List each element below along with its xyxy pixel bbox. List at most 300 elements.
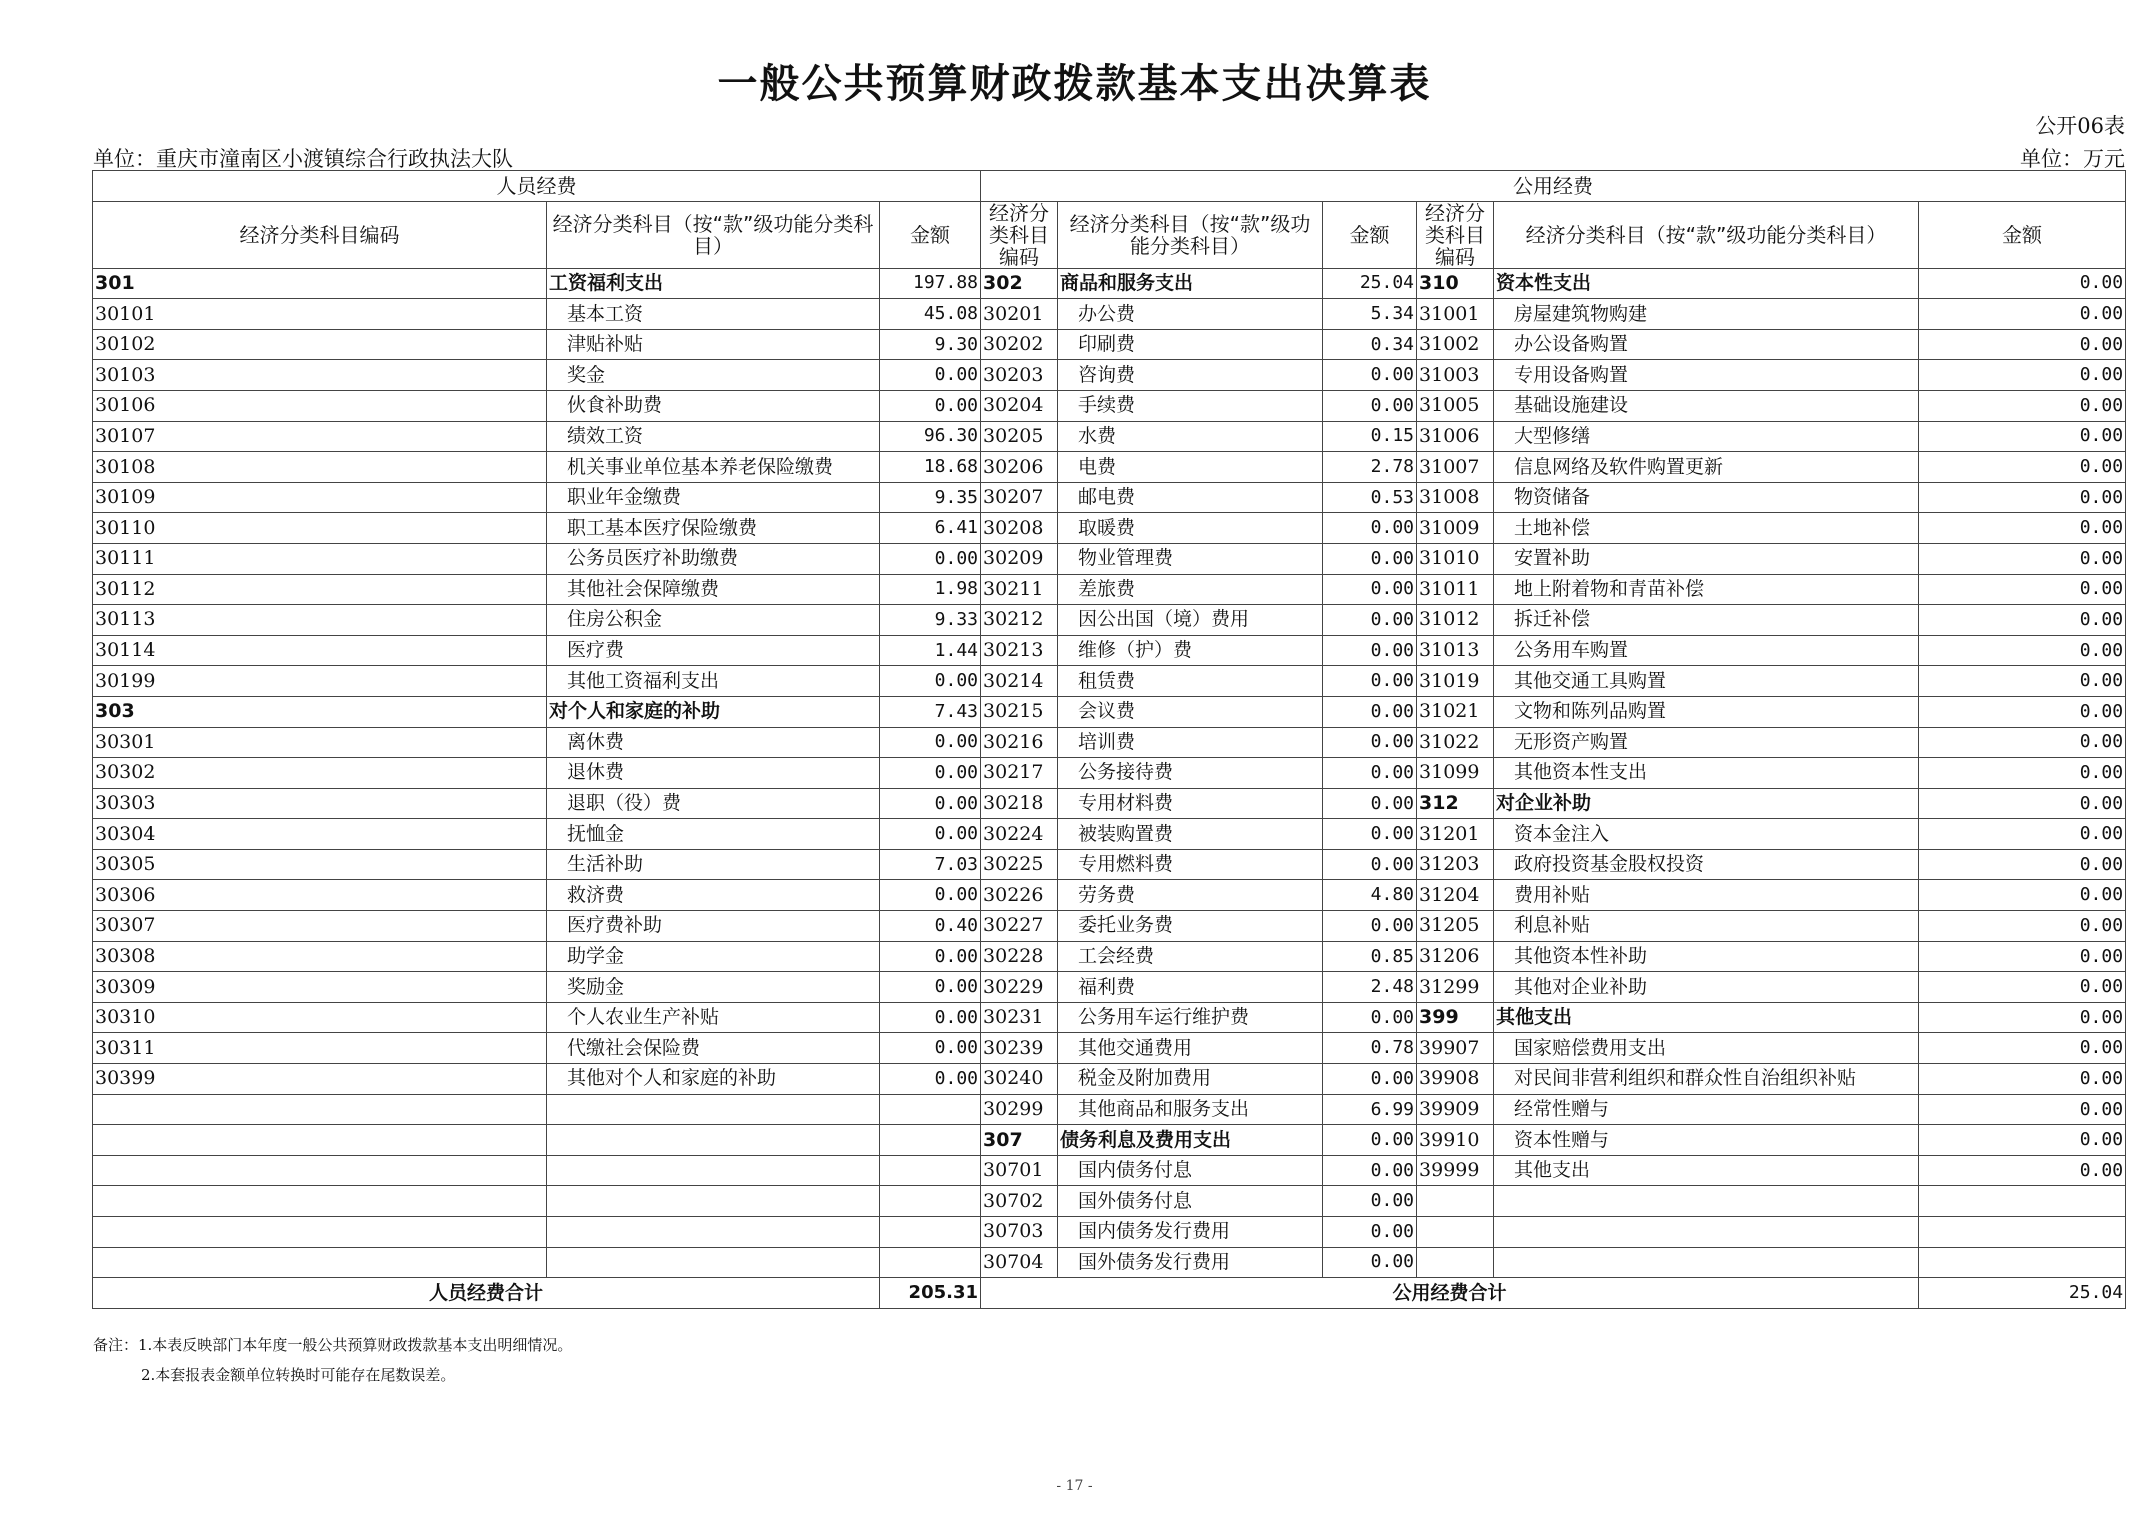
table-row xyxy=(93,1217,2126,1248)
capital-name-cell: 资本金注入 xyxy=(1494,819,1919,850)
personnel-code-cell: 30114 xyxy=(93,635,547,666)
personnel-name-cell: 医疗费 xyxy=(547,635,880,666)
capital-amount-cell xyxy=(1919,1247,2126,1278)
personnel-code-cell: 30102 xyxy=(93,329,547,360)
goods-code-cell: 30702 xyxy=(981,1186,1058,1217)
goods-name-cell: 取暖费 xyxy=(1058,513,1323,544)
capital-amount-cell: 0.00 xyxy=(1919,1094,2126,1125)
capital-code-cell: 31012 xyxy=(1417,605,1494,636)
table-row xyxy=(93,390,2126,421)
capital-amount-cell: 0.00 xyxy=(1919,880,2126,911)
personnel-code-cell xyxy=(93,1247,547,1278)
goods-name-cell: 税金及附加费用 xyxy=(1058,1064,1323,1095)
goods-name-cell: 国外债务发行费用 xyxy=(1058,1247,1323,1278)
capital-code-cell: 39909 xyxy=(1417,1094,1494,1125)
personnel-code-cell: 30304 xyxy=(93,819,547,850)
goods-name-cell: 咨询费 xyxy=(1058,360,1323,391)
personnel-amount-cell: 0.00 xyxy=(880,1002,981,1033)
capital-code-cell: 310 xyxy=(1417,268,1494,299)
table-row xyxy=(93,1247,2126,1278)
table-row xyxy=(93,1033,2126,1064)
personnel-amount-cell: 0.00 xyxy=(880,941,981,972)
capital-amount-cell: 0.00 xyxy=(1919,574,2126,605)
capital-code-cell: 31201 xyxy=(1417,819,1494,850)
goods-name-cell: 公务用车运行维护费 xyxy=(1058,1002,1323,1033)
goods-code-cell: 30215 xyxy=(981,696,1058,727)
personnel-code-cell: 30307 xyxy=(93,911,547,942)
personnel-amount-cell xyxy=(880,1155,981,1186)
personnel-name-cell: 离休费 xyxy=(547,727,880,758)
personnel-code-cell: 30399 xyxy=(93,1064,547,1095)
capital-amount-cell: 0.00 xyxy=(1919,911,2126,942)
personnel-code-cell: 30306 xyxy=(93,880,547,911)
personnel-code-cell xyxy=(93,1125,547,1156)
goods-amount-cell: 0.78 xyxy=(1323,1033,1417,1064)
goods-amount-cell: 0.00 xyxy=(1323,1155,1417,1186)
capital-code-cell: 31013 xyxy=(1417,635,1494,666)
goods-amount-cell: 0.15 xyxy=(1323,421,1417,452)
capital-code-cell: 31001 xyxy=(1417,299,1494,330)
capital-name-cell xyxy=(1494,1186,1919,1217)
personnel-name-cell xyxy=(547,1186,880,1217)
goods-code-cell: 30224 xyxy=(981,819,1058,850)
personnel-name-cell: 退职（役）费 xyxy=(547,788,880,819)
goods-name-cell: 委托业务费 xyxy=(1058,911,1323,942)
goods-code-cell: 30211 xyxy=(981,574,1058,605)
personnel-amount-cell: 9.33 xyxy=(880,605,981,636)
personnel-amount-cell: 45.08 xyxy=(880,299,981,330)
public-group-header: 公用经费 xyxy=(981,171,2126,202)
goods-amount-cell: 0.00 xyxy=(1323,819,1417,850)
capital-code-cell: 31019 xyxy=(1417,666,1494,697)
capital-name-cell: 其他交通工具购置 xyxy=(1494,666,1919,697)
personnel-code-cell: 30110 xyxy=(93,513,547,544)
capital-amount-cell: 0.00 xyxy=(1919,727,2126,758)
personnel-name-cell: 代缴社会保险费 xyxy=(547,1033,880,1064)
goods-code-cell: 30240 xyxy=(981,1064,1058,1095)
goods-name-cell: 办公费 xyxy=(1058,299,1323,330)
personnel-name-cell: 其他社会保障缴费 xyxy=(547,574,880,605)
table-row xyxy=(93,268,2126,299)
goods-name-cell: 专用材料费 xyxy=(1058,788,1323,819)
capital-amount-cell: 0.00 xyxy=(1919,1002,2126,1033)
capital-code-cell: 31099 xyxy=(1417,758,1494,789)
personnel-total-value: 205.31 xyxy=(880,1278,981,1309)
goods-code-cell: 30214 xyxy=(981,666,1058,697)
personnel-name-cell: 奖励金 xyxy=(547,972,880,1003)
capital-code-cell: 31203 xyxy=(1417,849,1494,880)
goods-code-cell: 30231 xyxy=(981,1002,1058,1033)
goods-code-cell: 302 xyxy=(981,268,1058,299)
personnel-name-cell: 生活补助 xyxy=(547,849,880,880)
capital-name-cell xyxy=(1494,1217,1919,1248)
goods-name-cell: 差旅费 xyxy=(1058,574,1323,605)
capital-code-cell: 31204 xyxy=(1417,880,1494,911)
public-total-value: 25.04 xyxy=(1919,1278,2126,1309)
table-row xyxy=(93,574,2126,605)
capital-code-cell: 31009 xyxy=(1417,513,1494,544)
goods-code-cell: 30229 xyxy=(981,972,1058,1003)
goods-name-cell: 国内债务付息 xyxy=(1058,1155,1323,1186)
goods-amount-cell: 0.00 xyxy=(1323,849,1417,880)
personnel-amount-cell: 9.35 xyxy=(880,482,981,513)
personnel-code-cell xyxy=(93,1217,547,1248)
goods-name-cell: 工会经费 xyxy=(1058,941,1323,972)
goods-amount-cell: 0.00 xyxy=(1323,360,1417,391)
table-row xyxy=(93,880,2126,911)
capital-name-cell: 地上附着物和青苗补偿 xyxy=(1494,574,1919,605)
goods-amount-cell: 0.00 xyxy=(1323,727,1417,758)
goods-code-cell: 30218 xyxy=(981,788,1058,819)
capital-name-cell: 政府投资基金股权投资 xyxy=(1494,849,1919,880)
personnel-code-cell: 301 xyxy=(93,268,547,299)
table-row xyxy=(93,605,2126,636)
goods-code-cell: 30205 xyxy=(981,421,1058,452)
capital-amount-cell: 0.00 xyxy=(1919,696,2126,727)
capital-name-cell: 资本性赠与 xyxy=(1494,1125,1919,1156)
capital-amount-cell: 0.00 xyxy=(1919,299,2126,330)
goods-amount-cell: 0.00 xyxy=(1323,1186,1417,1217)
goods-amount-cell: 25.04 xyxy=(1323,268,1417,299)
goods-code-cell: 30207 xyxy=(981,482,1058,513)
capital-amount-cell: 0.00 xyxy=(1919,1125,2126,1156)
personnel-amount-cell: 6.41 xyxy=(880,513,981,544)
table-row xyxy=(93,696,2126,727)
goods-name-cell: 印刷费 xyxy=(1058,329,1323,360)
capital-code-cell xyxy=(1417,1247,1494,1278)
goods-name-cell: 会议费 xyxy=(1058,696,1323,727)
goods-name-cell: 被装购置费 xyxy=(1058,819,1323,850)
goods-name-cell: 电费 xyxy=(1058,452,1323,483)
personnel-name-cell xyxy=(547,1125,880,1156)
personnel-amount-cell: 0.00 xyxy=(880,880,981,911)
expenditure-table xyxy=(92,170,2126,1309)
personnel-code-cell: 30101 xyxy=(93,299,547,330)
capital-code-cell: 31299 xyxy=(1417,972,1494,1003)
goods-code-cell: 30217 xyxy=(981,758,1058,789)
personnel-code-cell: 30301 xyxy=(93,727,547,758)
goods-amount-cell: 0.00 xyxy=(1323,1125,1417,1156)
capital-name-cell: 对民间非营利组织和群众性自治组织补贴 xyxy=(1494,1064,1919,1095)
goods-amount-cell: 6.99 xyxy=(1323,1094,1417,1125)
public-total-label: 公用经费合计 xyxy=(981,1278,1919,1309)
goods-code-cell: 30208 xyxy=(981,513,1058,544)
table-row xyxy=(93,513,2126,544)
capital-name-cell: 办公设备购置 xyxy=(1494,329,1919,360)
page-title: 一般公共预算财政拨款基本支出决算表 xyxy=(717,61,1432,107)
table-row xyxy=(93,1125,2126,1156)
goods-amount-cell: 0.00 xyxy=(1323,390,1417,421)
table-row xyxy=(93,329,2126,360)
personnel-amount-cell: 18.68 xyxy=(880,452,981,483)
personnel-amount-cell xyxy=(880,1125,981,1156)
capital-name-cell: 土地补偿 xyxy=(1494,513,1919,544)
capital-name-cell: 安置补助 xyxy=(1494,543,1919,574)
capital-amount-cell: 0.00 xyxy=(1919,329,2126,360)
personnel-amount-cell: 9.30 xyxy=(880,329,981,360)
capital-amount-cell: 0.00 xyxy=(1919,482,2126,513)
goods-code-cell: 30213 xyxy=(981,635,1058,666)
capital-code-cell xyxy=(1417,1217,1494,1248)
goods-amount-cell: 0.00 xyxy=(1323,605,1417,636)
goods-name-cell: 维修（护）费 xyxy=(1058,635,1323,666)
personnel-name-cell: 职业年金缴费 xyxy=(547,482,880,513)
goods-name-cell: 因公出国（境）费用 xyxy=(1058,605,1323,636)
personnel-code-cell: 30199 xyxy=(93,666,547,697)
goods-amount-cell: 0.00 xyxy=(1323,911,1417,942)
table-row xyxy=(93,299,2126,330)
personnel-amount-cell xyxy=(880,1186,981,1217)
personnel-amount-cell: 7.43 xyxy=(880,696,981,727)
capital-amount-cell: 0.00 xyxy=(1919,1033,2126,1064)
personnel-name-cell xyxy=(547,1217,880,1248)
personnel-code-cell xyxy=(93,1155,547,1186)
personnel-amount-cell: 0.00 xyxy=(880,727,981,758)
capital-amount-cell: 0.00 xyxy=(1919,758,2126,789)
col-amount-header: 金额 xyxy=(880,201,981,268)
personnel-amount-cell: 0.00 xyxy=(880,1064,981,1095)
goods-amount-cell: 2.78 xyxy=(1323,452,1417,483)
table-row xyxy=(93,727,2126,758)
personnel-amount-cell xyxy=(880,1217,981,1248)
goods-name-cell: 债务利息及费用支出 xyxy=(1058,1125,1323,1156)
capital-name-cell: 无形资产购置 xyxy=(1494,727,1919,758)
capital-name-cell: 公务用车购置 xyxy=(1494,635,1919,666)
goods-name-cell: 租赁费 xyxy=(1058,666,1323,697)
goods-amount-cell: 0.00 xyxy=(1323,758,1417,789)
capital-amount-cell: 0.00 xyxy=(1919,849,2126,880)
personnel-code-cell: 30109 xyxy=(93,482,547,513)
personnel-name-cell: 机关事业单位基本养老保险缴费 xyxy=(547,452,880,483)
capital-name-cell: 利息补贴 xyxy=(1494,911,1919,942)
capital-amount-cell: 0.00 xyxy=(1919,1064,2126,1095)
personnel-name-cell: 奖金 xyxy=(547,360,880,391)
goods-code-cell: 30226 xyxy=(981,880,1058,911)
capital-amount-cell: 0.00 xyxy=(1919,543,2126,574)
personnel-amount-cell: 7.03 xyxy=(880,849,981,880)
capital-amount-cell: 0.00 xyxy=(1919,605,2126,636)
goods-code-cell: 307 xyxy=(981,1125,1058,1156)
personnel-name-cell: 其他工资福利支出 xyxy=(547,666,880,697)
capital-amount-cell: 0.00 xyxy=(1919,513,2126,544)
table-row xyxy=(93,849,2126,880)
personnel-code-cell: 30103 xyxy=(93,360,547,391)
capital-code-cell: 31002 xyxy=(1417,329,1494,360)
personnel-name-cell: 公务员医疗补助缴费 xyxy=(547,543,880,574)
table-row xyxy=(93,911,2126,942)
goods-code-cell: 30212 xyxy=(981,605,1058,636)
table-row xyxy=(93,666,2126,697)
capital-code-cell: 39999 xyxy=(1417,1155,1494,1186)
goods-amount-cell: 0.53 xyxy=(1323,482,1417,513)
personnel-name-cell: 抚恤金 xyxy=(547,819,880,850)
personnel-code-cell: 30106 xyxy=(93,390,547,421)
capital-code-cell: 39910 xyxy=(1417,1125,1494,1156)
capital-name-cell: 资本性支出 xyxy=(1494,268,1919,299)
capital-name-cell: 其他支出 xyxy=(1494,1002,1919,1033)
page-number: - 17 - xyxy=(1056,1478,1093,1494)
personnel-code-cell: 30311 xyxy=(93,1033,547,1064)
col-code-header: 经济分类科目编码 xyxy=(981,201,1058,268)
goods-amount-cell: 0.00 xyxy=(1323,543,1417,574)
personnel-code-cell: 30308 xyxy=(93,941,547,972)
goods-amount-cell: 0.34 xyxy=(1323,329,1417,360)
capital-amount-cell: 0.00 xyxy=(1919,635,2126,666)
capital-name-cell: 费用补贴 xyxy=(1494,880,1919,911)
table-row xyxy=(93,543,2126,574)
goods-code-cell: 30703 xyxy=(981,1217,1058,1248)
goods-name-cell: 手续费 xyxy=(1058,390,1323,421)
goods-name-cell: 商品和服务支出 xyxy=(1058,268,1323,299)
table-row xyxy=(93,1094,2126,1125)
goods-name-cell: 劳务费 xyxy=(1058,880,1323,911)
goods-name-cell: 水费 xyxy=(1058,421,1323,452)
capital-amount-cell: 0.00 xyxy=(1919,268,2126,299)
personnel-amount-cell: 0.00 xyxy=(880,543,981,574)
capital-amount-cell: 0.00 xyxy=(1919,941,2126,972)
personnel-name-cell: 助学金 xyxy=(547,941,880,972)
table-row xyxy=(93,482,2126,513)
goods-code-cell: 30216 xyxy=(981,727,1058,758)
personnel-amount-cell xyxy=(880,1247,981,1278)
personnel-code-cell xyxy=(93,1186,547,1217)
personnel-group-header: 人员经费 xyxy=(93,171,981,202)
table-body xyxy=(93,268,2126,1278)
capital-code-cell: 31206 xyxy=(1417,941,1494,972)
personnel-name-cell: 住房公积金 xyxy=(547,605,880,636)
goods-amount-cell: 4.80 xyxy=(1323,880,1417,911)
capital-amount-cell: 0.00 xyxy=(1919,666,2126,697)
goods-amount-cell: 0.00 xyxy=(1323,1217,1417,1248)
personnel-name-cell: 救济费 xyxy=(547,880,880,911)
notes xyxy=(93,1330,572,1390)
personnel-name-cell: 其他对个人和家庭的补助 xyxy=(547,1064,880,1095)
personnel-name-cell xyxy=(547,1155,880,1186)
goods-code-cell: 30204 xyxy=(981,390,1058,421)
capital-name-cell: 基础设施建设 xyxy=(1494,390,1919,421)
goods-code-cell: 30704 xyxy=(981,1247,1058,1278)
capital-name-cell: 其他资本性补助 xyxy=(1494,941,1919,972)
note-item: 备注：1.本表反映部门本年度一般公共预算财政拨款基本支出明细情况。 xyxy=(93,1336,573,1354)
table-row xyxy=(93,758,2126,789)
personnel-code-cell: 30108 xyxy=(93,452,547,483)
goods-code-cell: 30701 xyxy=(981,1155,1058,1186)
personnel-code-cell: 30303 xyxy=(93,788,547,819)
personnel-amount-cell: 0.00 xyxy=(880,666,981,697)
table-row xyxy=(93,819,2126,850)
table-row xyxy=(93,788,2126,819)
col-code-header: 经济分类科目编码 xyxy=(1417,201,1494,268)
personnel-amount-cell: 0.40 xyxy=(880,911,981,942)
capital-name-cell: 专用设备购置 xyxy=(1494,360,1919,391)
capital-code-cell: 399 xyxy=(1417,1002,1494,1033)
capital-code-cell xyxy=(1417,1186,1494,1217)
capital-code-cell: 31205 xyxy=(1417,911,1494,942)
personnel-code-cell: 30111 xyxy=(93,543,547,574)
goods-name-cell: 国内债务发行费用 xyxy=(1058,1217,1323,1248)
goods-code-cell: 30203 xyxy=(981,360,1058,391)
personnel-amount-cell: 0.00 xyxy=(880,390,981,421)
personnel-amount-cell: 0.00 xyxy=(880,788,981,819)
goods-amount-cell: 0.00 xyxy=(1323,635,1417,666)
form-number: 公开06表 xyxy=(2035,114,2125,138)
personnel-code-cell: 30309 xyxy=(93,972,547,1003)
personnel-code-cell: 30112 xyxy=(93,574,547,605)
personnel-code-cell: 30113 xyxy=(93,605,547,636)
capital-name-cell: 拆迁补偿 xyxy=(1494,605,1919,636)
goods-amount-cell: 0.00 xyxy=(1323,1064,1417,1095)
goods-code-cell: 30227 xyxy=(981,911,1058,942)
goods-code-cell: 30299 xyxy=(981,1094,1058,1125)
capital-code-cell: 312 xyxy=(1417,788,1494,819)
capital-code-cell: 31005 xyxy=(1417,390,1494,421)
personnel-name-cell: 工资福利支出 xyxy=(547,268,880,299)
personnel-code-cell: 30302 xyxy=(93,758,547,789)
capital-code-cell: 31011 xyxy=(1417,574,1494,605)
table-row xyxy=(93,1186,2126,1217)
capital-name-cell: 其他资本性支出 xyxy=(1494,758,1919,789)
table-row xyxy=(93,635,2126,666)
personnel-code-cell: 30107 xyxy=(93,421,547,452)
capital-amount-cell: 0.00 xyxy=(1919,360,2126,391)
personnel-amount-cell: 0.00 xyxy=(880,360,981,391)
goods-name-cell: 其他商品和服务支出 xyxy=(1058,1094,1323,1125)
goods-amount-cell: 0.00 xyxy=(1323,1002,1417,1033)
capital-code-cell: 39907 xyxy=(1417,1033,1494,1064)
personnel-code-cell: 30305 xyxy=(93,849,547,880)
capital-name-cell: 房屋建筑物购建 xyxy=(1494,299,1919,330)
capital-name-cell: 国家赔偿费用支出 xyxy=(1494,1033,1919,1064)
capital-amount-cell: 0.00 xyxy=(1919,819,2126,850)
capital-amount-cell xyxy=(1919,1186,2126,1217)
goods-code-cell: 30228 xyxy=(981,941,1058,972)
personnel-name-cell: 对个人和家庭的补助 xyxy=(547,696,880,727)
table-row xyxy=(93,452,2126,483)
capital-code-cell: 31006 xyxy=(1417,421,1494,452)
capital-name-cell: 经常性赠与 xyxy=(1494,1094,1919,1125)
goods-name-cell: 物业管理费 xyxy=(1058,543,1323,574)
capital-code-cell: 31010 xyxy=(1417,543,1494,574)
currency-unit: 单位：万元 xyxy=(2020,147,2125,171)
goods-amount-cell: 0.85 xyxy=(1323,941,1417,972)
capital-code-cell: 31021 xyxy=(1417,696,1494,727)
goods-name-cell: 国外债务付息 xyxy=(1058,1186,1323,1217)
col-code-header: 经济分类科目编码 xyxy=(93,201,547,268)
capital-amount-cell: 0.00 xyxy=(1919,390,2126,421)
goods-amount-cell: 0.00 xyxy=(1323,1247,1417,1278)
goods-code-cell: 30239 xyxy=(981,1033,1058,1064)
personnel-name-cell xyxy=(547,1094,880,1125)
goods-amount-cell: 0.00 xyxy=(1323,513,1417,544)
personnel-name-cell: 医疗费补助 xyxy=(547,911,880,942)
goods-name-cell: 培训费 xyxy=(1058,727,1323,758)
goods-code-cell: 30202 xyxy=(981,329,1058,360)
col-name-header: 经济分类科目（按“款”级功能分类科目） xyxy=(547,201,880,268)
personnel-name-cell: 伙食补助费 xyxy=(547,390,880,421)
goods-amount-cell: 0.00 xyxy=(1323,788,1417,819)
personnel-name-cell xyxy=(547,1247,880,1278)
goods-code-cell: 30206 xyxy=(981,452,1058,483)
capital-amount-cell: 0.00 xyxy=(1919,1155,2126,1186)
personnel-code-cell xyxy=(93,1094,547,1125)
col-amount-header: 金额 xyxy=(1323,201,1417,268)
personnel-code-cell: 30310 xyxy=(93,1002,547,1033)
capital-name-cell: 大型修缮 xyxy=(1494,421,1919,452)
personnel-amount-cell: 0.00 xyxy=(880,1033,981,1064)
table-row xyxy=(93,1002,2126,1033)
table-row xyxy=(93,360,2126,391)
table-row xyxy=(93,1064,2126,1095)
